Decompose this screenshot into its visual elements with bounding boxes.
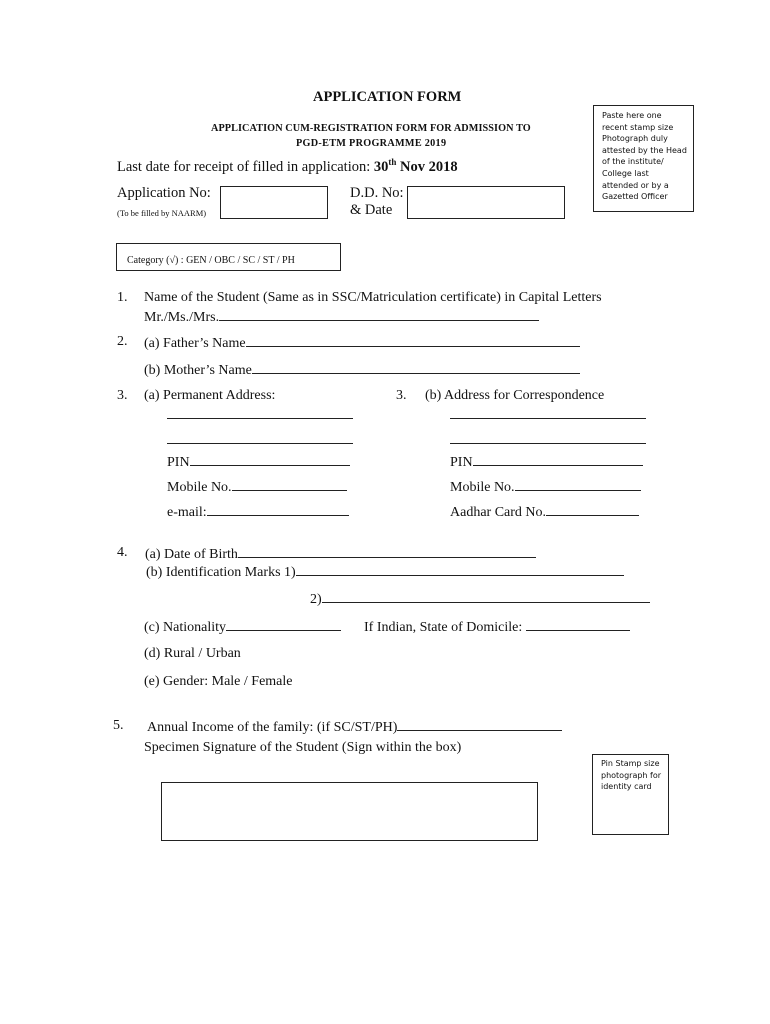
annual-income-label: Annual Income of the family: (if SC/ST/PH) xyxy=(147,720,398,735)
photograph-paste-instructions: Paste here one recent stamp size Photograph duly attested by the Head of the institute/ College last attended or by a Gazetted Officer xyxy=(602,111,687,202)
dd-no-date-box[interactable] xyxy=(407,186,565,219)
q4-number: 4. xyxy=(117,545,128,560)
permanent-address-line-2[interactable] xyxy=(167,443,353,444)
application-no-note: (To be filled by NAARM) xyxy=(117,208,207,218)
last-date-rest: Nov 2018 xyxy=(396,158,458,175)
date-of-birth-label: (a) Date of Birth xyxy=(145,547,238,562)
date-of-birth-field[interactable] xyxy=(145,545,536,563)
q5-number: 5. xyxy=(113,718,124,733)
application-no-box[interactable] xyxy=(220,186,328,219)
identification-mark-2-field[interactable] xyxy=(310,590,650,608)
q1-name-field[interactable] xyxy=(144,308,539,326)
email-field[interactable] xyxy=(167,503,349,521)
form-subtitle-line1: APPLICATION CUM-REGISTRATION FORM FOR ADMISSION TO xyxy=(211,123,531,134)
q3a-number: 3. xyxy=(117,388,128,403)
q2-number: 2. xyxy=(117,334,128,349)
q1-number: 1. xyxy=(117,290,128,305)
form-subtitle-line2: PGD-ETM PROGRAMME 2019 xyxy=(296,138,447,149)
aadhar-card-field[interactable] xyxy=(450,503,639,521)
identification-mark-2-label: 2) xyxy=(310,592,322,607)
last-date-day: 30 xyxy=(373,158,389,175)
identification-mark-1-field[interactable] xyxy=(146,563,624,581)
nationality-label: (c) Nationality xyxy=(144,620,227,635)
mothers-name-field[interactable] xyxy=(144,361,580,379)
permanent-address-line-1[interactable] xyxy=(167,418,353,419)
correspondence-pin-label: PIN xyxy=(450,455,473,470)
fathers-name-label: (a) Father’s Name xyxy=(144,336,246,351)
rural-urban-option[interactable]: (d) Rural / Urban xyxy=(144,646,241,661)
permanent-mobile-field[interactable] xyxy=(167,478,347,496)
fathers-name-field[interactable] xyxy=(144,334,580,352)
last-date-day-suffix: th xyxy=(388,157,397,167)
nationality-field[interactable] xyxy=(144,618,341,636)
identification-marks-label: (b) Identification Marks 1) xyxy=(146,565,296,580)
pin-stamp-photo-instructions: Pin Stamp size photograph for identity card xyxy=(601,759,662,792)
q1-text: Name of the Student (Same as in SSC/Matriculation certificate) in Capital Letters xyxy=(144,290,602,305)
application-no-label: Application No: xyxy=(117,185,211,201)
state-of-domicile-label: If Indian, State of Domicile: xyxy=(364,620,523,635)
category-box[interactable] xyxy=(116,243,341,271)
permanent-pin-field[interactable] xyxy=(167,453,350,471)
q1-salutation: Mr./Ms./Mrs. xyxy=(144,310,220,325)
signature-instruction: Specimen Signature of the Student (Sign within the box) xyxy=(144,740,462,755)
gender-option[interactable]: (e) Gender: Male / Female xyxy=(144,674,293,689)
permanent-pin-label: PIN xyxy=(167,455,190,470)
permanent-mobile-label: Mobile No. xyxy=(167,480,232,495)
dd-date-label: & Date xyxy=(350,202,393,218)
last-date-prefix: Last date for receipt of filled in application: xyxy=(117,158,374,175)
photograph-paste-box[interactable] xyxy=(593,105,694,212)
email-label: e-mail: xyxy=(167,505,207,520)
correspondence-mobile-field[interactable] xyxy=(450,478,641,496)
correspondence-pin-field[interactable] xyxy=(450,453,643,471)
mothers-name-label: (b) Mother’s Name xyxy=(144,363,252,378)
state-of-domicile-field[interactable] xyxy=(364,618,630,636)
correspondence-address-label: (b) Address for Correspondence xyxy=(425,388,605,403)
annual-income-field[interactable] xyxy=(147,718,562,736)
aadhar-card-label: Aadhar Card No. xyxy=(450,505,547,520)
dd-no-label: D.D. No: xyxy=(350,185,404,201)
q3b-number: 3. xyxy=(396,388,407,403)
last-date-line xyxy=(117,157,458,176)
signature-box[interactable] xyxy=(161,782,538,841)
permanent-address-label: (a) Permanent Address: xyxy=(144,388,276,403)
correspondence-mobile-label: Mobile No. xyxy=(450,480,515,495)
correspondence-address-line-1[interactable] xyxy=(450,418,646,419)
pin-stamp-photo-box[interactable] xyxy=(592,754,669,835)
category-options: Category (√) : GEN / OBC / SC / ST / PH xyxy=(127,255,295,266)
form-title: APPLICATION FORM xyxy=(313,89,462,105)
correspondence-address-line-2[interactable] xyxy=(450,443,646,444)
